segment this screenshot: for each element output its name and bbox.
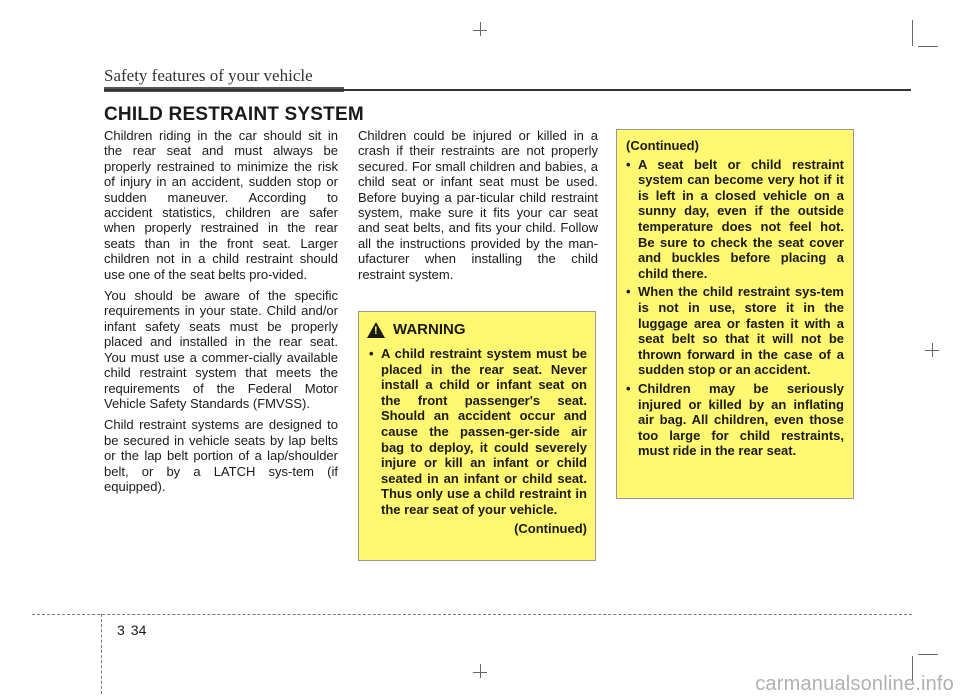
- trim-line: [32, 614, 912, 615]
- trim-line: [101, 614, 102, 694]
- crop-mark: [480, 22, 481, 36]
- page-number-value: 34: [130, 622, 147, 638]
- chapter-number: 3: [117, 622, 125, 638]
- crop-mark: [912, 20, 913, 46]
- paragraph: Children riding in the car should sit in the rear seat and must always be properly restrained to minimize the risk of injury in an accident, sudden stop or sudden maneuver. According to accident statistics, children are safer when properly restrained in the rear seats than in the front seat. Larger children not in a child restraint should use one of the seat belts pro-vided.: [104, 128, 338, 282]
- running-header: Safety features of your vehicle: [104, 66, 313, 85]
- paragraph: You should be aware of the specific requirements in your state. Child and/or infant safety seats must be properly placed and installed in the rear seat. You must use a commer-cially available child restraint system that meets the requirements of the Federal Motor Vehicle Safety Standards (FMVSS).: [104, 288, 338, 411]
- warning-body: [626, 138, 844, 462]
- bullet-item: • When the child restraint sys-tem is not in use, store it in the luggage area or fasten it with a seat belt so that it will not be thrown forward in the case of a sudden stop or an accident.: [626, 284, 844, 378]
- paragraph: Children could be injured or killed in a crash if their restraints are not properly secured. For small children and babies, a child seat or infant seat must be used. Before buying a par-ticular child restraint system, make sure it fits your car seat and seat belts, and fits your child. Follow all the instructions provided by the man-ufacturer when installing the child restraint system.: [358, 128, 598, 282]
- crop-mark: [918, 654, 938, 655]
- bullet-item: • A child restraint system must be placed in the rear seat. Never install a child or infant seat on the front passenger's seat. Should an accident occur and cause the passen-ger-side air bag to deploy, it could severely injure or kill an infant or child seated in an infant or child seat. Thus only use a child restraint in the rear seat of your vehicle.: [369, 346, 587, 517]
- crop-mark: [918, 46, 938, 47]
- warning-title: WARNING: [393, 321, 466, 338]
- paragraph: Child restraint systems are designed to be secured in vehicle seats by lap belts or the lap belt portion of a lap/shoulder belt, or by a LATCH sys-tem (if equipped).: [104, 417, 338, 494]
- continued-label: (Continued): [514, 520, 587, 536]
- warning-box-continued: [616, 129, 854, 499]
- page-number: [117, 622, 152, 638]
- column-left: [104, 128, 338, 500]
- warning-box: [358, 311, 596, 561]
- bullet-icon: •: [626, 156, 631, 172]
- bullet-item: • A seat belt or child restraint system can become very hot if it is left in a closed vehicle on a sunny day, even if the outside temperature does not feel hot. Be sure to check the seat cover and buckles before placing a child there.: [626, 156, 844, 281]
- warning-heading: [367, 321, 466, 338]
- crop-mark: [925, 350, 939, 351]
- crop-mark: [473, 672, 487, 673]
- section-title: CHILD RESTRAINT SYSTEM: [104, 104, 364, 125]
- bullet-icon: •: [626, 380, 631, 396]
- warning-body: [369, 346, 587, 536]
- warning-triangle-icon: !: [367, 322, 385, 338]
- column-middle: [358, 128, 598, 288]
- continued-label: (Continued): [626, 138, 699, 153]
- crop-mark: [473, 30, 487, 31]
- header-rule: [104, 89, 911, 91]
- bullet-icon: •: [626, 284, 631, 300]
- bullet-icon: •: [369, 346, 374, 361]
- crop-mark: [480, 664, 481, 678]
- bullet-item: • Children may be seriously injured or killed by an inflating air bag. All children, even those too large for child restraints, must ride in the rear seat.: [626, 380, 844, 459]
- watermark: carmanualsonline.info: [755, 673, 954, 695]
